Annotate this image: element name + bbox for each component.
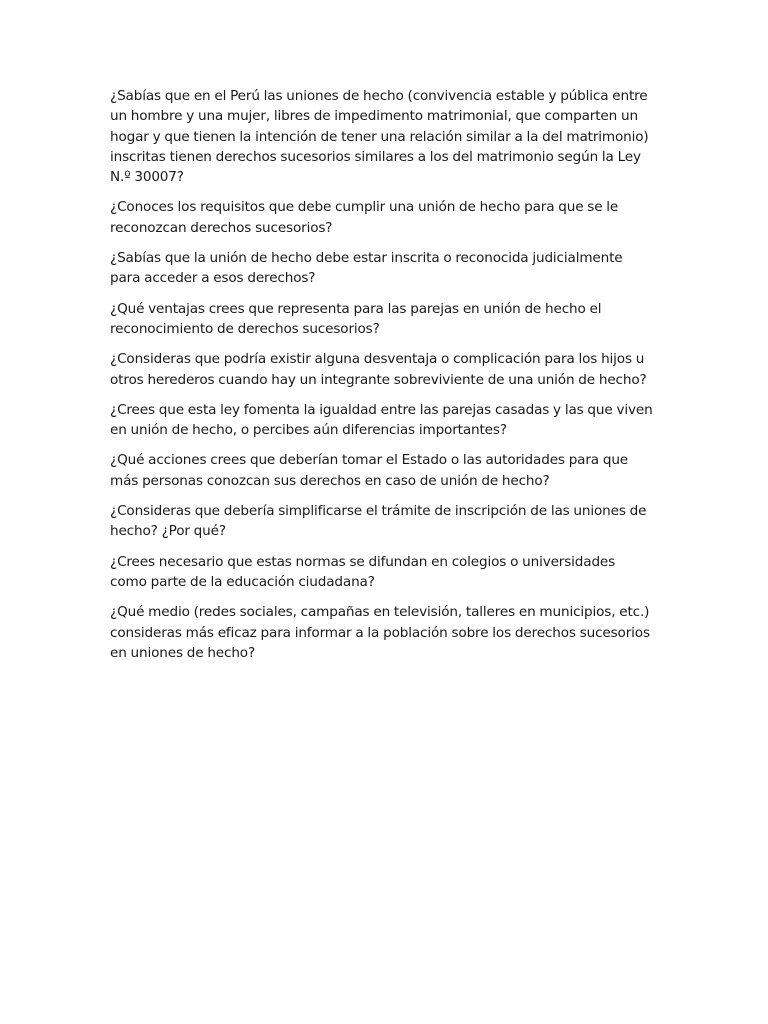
paragraph-3: ¿Sabías que la unión de hecho debe estar inscrita o reconocida judicialmente para acceder a esos derechos? [110,250,623,287]
paragraph-4: ¿Qué ventajas crees que representa para las parejas en unión de hecho el reconocimiento de derechos sucesorios? [110,300,602,337]
document-body [110,86,655,673]
paragraph-7: ¿Qué acciones crees que deberían tomar el Estado o las autoridades para que más personas conozcan sus derechos en caso de unión de hecho? [110,452,629,489]
paragraph-8: ¿Consideras que debería simplificarse el trámite de inscripción de las uniones de hecho? ¿Por qué? [110,503,647,540]
paragraph-10: ¿Qué medio (redes sociales, campañas en televisión, talleres en municipios, etc.) consideras más eficaz para informar a la población sobre los derechos sucesorios en uniones de hecho? [110,604,650,661]
paragraph-5: ¿Consideras que podría existir alguna desventaja o complicación para los hijos u otros herederos cuando hay un integrante sobreviviente de una unión de hecho? [110,351,647,388]
paragraph-2: ¿Conoces los requisitos que debe cumplir una unión de hecho para que se le reconozcan derechos sucesorios? [110,199,619,236]
paragraph-6: ¿Crees que esta ley fomenta la igualdad entre las parejas casadas y las que viven en unión de hecho, o percibes aún diferencias importantes? [110,401,653,439]
paragraph-1: ¿Sabías que en el Perú las uniones de hecho (convivencia estable y pública entre un hombre y una mujer, libres de impedimento matrimonial, que comparten un hogar y que tienen la intención de tener una relación similar a la del matrimonio) inscritas tienen derechos sucesorios similares a los del matrimonio según la Ley N.º 30007? [110,88,649,186]
paragraph-9: ¿Crees necesario que estas normas se difundan en colegios o universidades como parte de la educación ciudadana? [110,553,616,590]
